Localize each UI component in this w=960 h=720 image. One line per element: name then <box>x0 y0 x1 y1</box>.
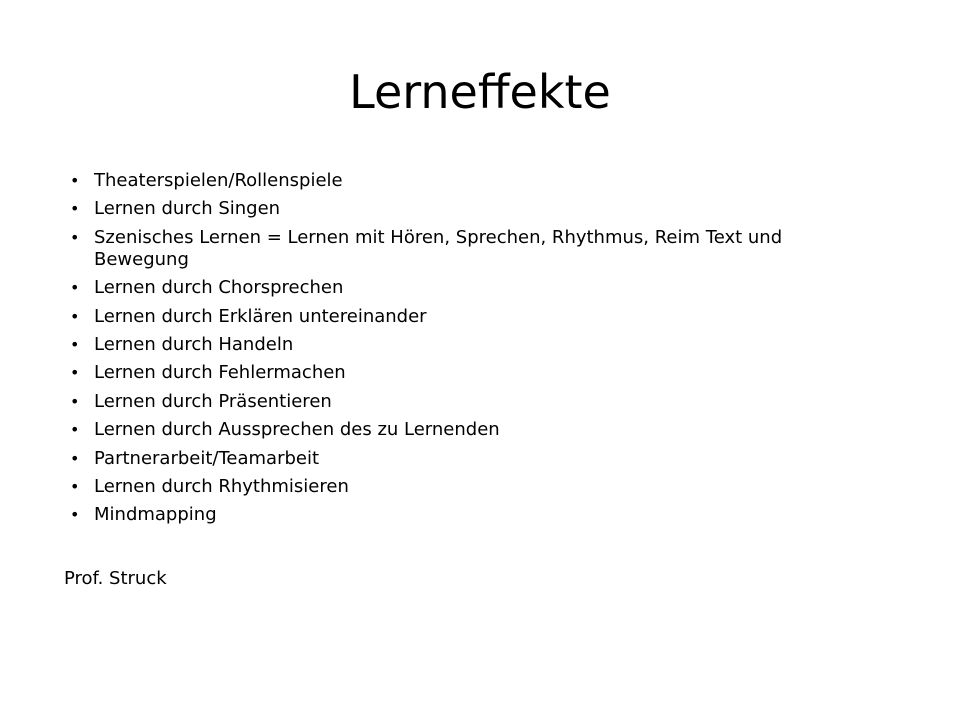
bullet-text: Lernen durch Erklären untereinander <box>94 305 427 327</box>
bullet-icon: • <box>70 448 80 468</box>
bullet-icon: • <box>70 505 80 525</box>
bullet-item <box>64 362 844 384</box>
bullet-icon: • <box>70 171 80 190</box>
bullet-item <box>64 419 844 441</box>
bullet-list <box>64 170 844 533</box>
bullet-icon: • <box>70 306 80 326</box>
bullet-text: Lernen durch Rhythmisieren <box>94 475 349 497</box>
bullet-text: Partnerarbeit/Teamarbeit <box>94 447 320 469</box>
bullet-text: Szenisches Lernen = Lernen mit Hören, Sprechen, Rhythmus, Reim Text und Bewegung <box>94 226 783 270</box>
bullet-text: Mindmapping <box>94 504 217 526</box>
bullet-icon: • <box>70 363 80 383</box>
bullet-item <box>64 476 844 498</box>
bullet-text: Lernen durch Aussprechen des zu Lernenden <box>94 419 500 441</box>
bullet-item <box>64 504 844 526</box>
bullet-icon: • <box>70 227 80 247</box>
bullet-icon: • <box>70 334 80 354</box>
slide-title: Lerneffekte <box>349 65 611 119</box>
bullet-text: Lernen durch Singen <box>94 198 281 220</box>
bullet-item <box>64 227 844 271</box>
bullet-icon: • <box>70 278 80 298</box>
bullet-text: Lernen durch Fehlermachen <box>94 362 346 384</box>
bullet-item <box>64 391 844 413</box>
footer-note: Prof. Struck <box>64 568 167 589</box>
bullet-text: Lernen durch Chorsprechen <box>94 277 344 299</box>
bullet-text: Theaterspielen/Rollenspiele <box>94 170 343 191</box>
bullet-text: Lernen durch Präsentieren <box>94 390 332 412</box>
bullet-item <box>64 334 844 356</box>
bullet-item <box>64 277 844 299</box>
bullet-text: Lernen durch Handeln <box>94 333 294 355</box>
bullet-icon: • <box>70 199 80 219</box>
bullet-icon: • <box>70 391 80 411</box>
bullet-item <box>64 170 844 192</box>
bullet-item <box>64 198 844 220</box>
bullet-icon: • <box>70 476 80 496</box>
bullet-item <box>64 448 844 470</box>
bullet-item <box>64 306 844 328</box>
bullet-icon: • <box>70 420 80 440</box>
